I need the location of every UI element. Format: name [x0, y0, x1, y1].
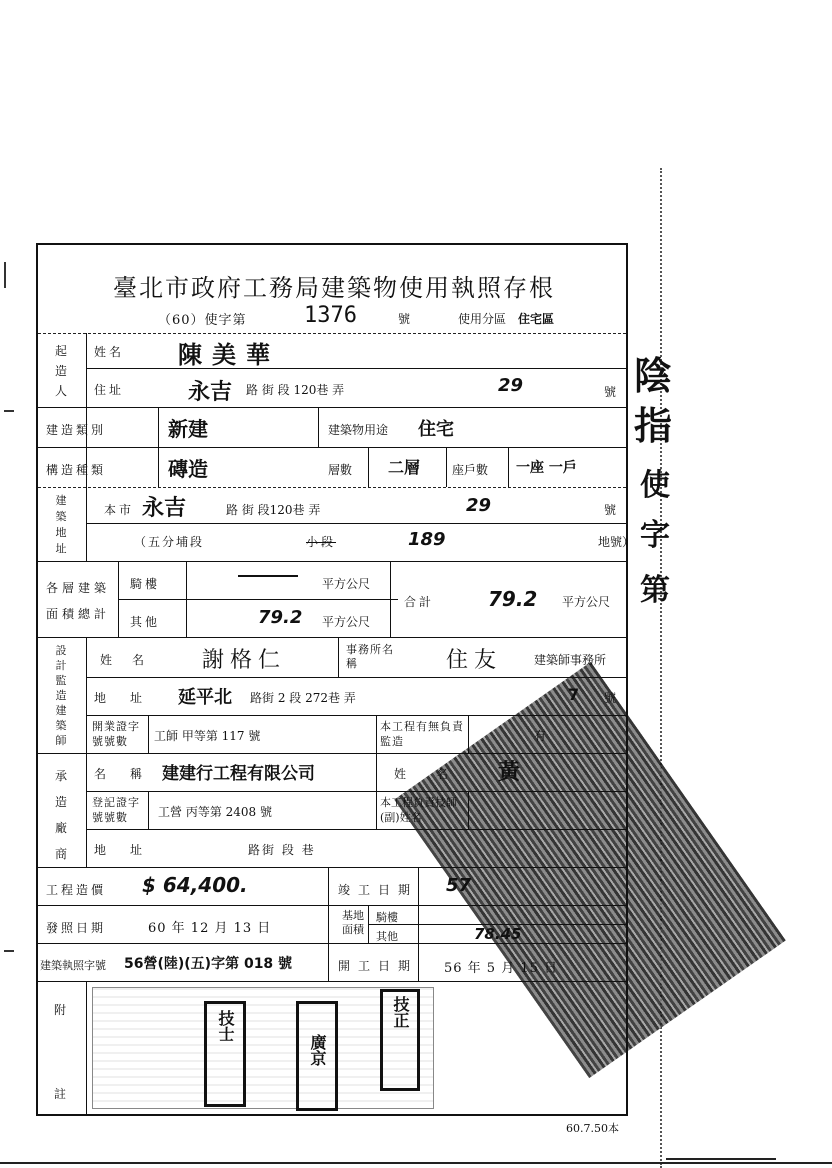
- site-road-value: 永吉: [142, 496, 187, 521]
- floors-label: 層數: [328, 463, 353, 477]
- area-other-unit: 平方公尺: [322, 615, 371, 629]
- site-number: 29: [466, 495, 492, 516]
- site-section-label: 建築地址: [55, 494, 67, 555]
- permit-form: [36, 243, 635, 1116]
- builder-name-label: 姓名: [94, 345, 125, 359]
- households-label: 座戶數: [452, 463, 489, 477]
- builder-address-number: 29: [498, 375, 524, 396]
- contractor-address-label: 地址: [94, 843, 167, 857]
- architect-name-value: 謝格仁: [202, 648, 287, 673]
- col-line: [158, 407, 159, 487]
- site-lot-value: 189: [408, 529, 446, 550]
- area-other-value: 79.2: [258, 607, 303, 628]
- architect-license-value: 工師 甲等第 117 號: [154, 729, 261, 743]
- col-line: [368, 905, 369, 943]
- architect-responsible-label: 本工程有無負責監造: [380, 720, 464, 748]
- site-subsection: 小段: [306, 535, 337, 549]
- chief-engineer-stamp: [380, 989, 420, 1091]
- prev-permit-value: 56營(陸)(五)字第 018 號: [124, 956, 293, 972]
- scan-mark: [4, 410, 14, 412]
- contractor-tech-label: 本工程負責技師(副)姓名: [380, 796, 457, 824]
- contractor-section-label: 承造廠商: [54, 769, 67, 861]
- architect-address-label: 地址: [94, 691, 167, 705]
- architect-address-number: 7: [568, 685, 580, 704]
- permit-number: 1376: [304, 303, 357, 328]
- col-line: [328, 867, 329, 981]
- side-char: 陰: [634, 354, 673, 398]
- site-lot-label: 地號）: [598, 535, 635, 549]
- area-total-label: 合計: [404, 595, 435, 609]
- contractor-reg-value: 工營 丙等第 2408 號: [158, 805, 272, 819]
- scan-mark: [4, 262, 14, 288]
- start-value: 56 年 5 月 15 日: [444, 961, 559, 976]
- col-line: [148, 715, 149, 753]
- col-line: [86, 637, 87, 867]
- area-total-value: 79.2: [488, 587, 538, 611]
- col-line: [318, 407, 319, 447]
- col-line: [118, 561, 119, 637]
- site-district: （五分埔段: [134, 535, 205, 549]
- builder-name-value: 陳美華: [178, 341, 280, 369]
- side-char: 字: [640, 518, 670, 553]
- stamp-text: 技正: [391, 996, 410, 1028]
- area-total-unit: 平方公尺: [562, 595, 611, 609]
- use-label: 建築物用途: [328, 423, 389, 437]
- contractor-address-units: 路街 段 巷: [248, 843, 316, 857]
- architect-name-label: 姓名: [100, 653, 165, 667]
- structure-label: 構造種類: [46, 463, 107, 477]
- site-city-label: 本市: [104, 503, 135, 517]
- architect-office-label: 事務所名稱: [346, 643, 394, 670]
- technician-stamp: [204, 1001, 246, 1107]
- households-value: 一座 一戶: [516, 460, 577, 476]
- row-line: [38, 867, 626, 868]
- builder-address-label: 住址: [94, 383, 125, 397]
- col-line: [368, 447, 369, 487]
- permit-prefix: （60）使字第: [158, 313, 247, 328]
- structure-value: 磚造: [168, 457, 208, 481]
- category-value: 新建: [168, 417, 208, 441]
- architect-address-value: 延平北: [178, 687, 232, 708]
- col-line: [446, 447, 447, 487]
- row-line: [86, 829, 626, 830]
- completion-value: 57: [446, 875, 472, 896]
- row-line: [38, 905, 626, 906]
- contractor-person-value: 黃: [498, 760, 521, 785]
- start-label: 開工日期: [338, 959, 419, 973]
- stamp-text: 技士: [216, 1010, 235, 1042]
- builder-address-units: 路 街 段 120巷 弄: [246, 383, 345, 397]
- issue-label: 發照日期: [46, 921, 107, 935]
- contractor-name-value: 建建行工程有限公司: [162, 764, 315, 784]
- contractor-person-label: 姓名: [394, 767, 479, 781]
- architect-office-value: 住友: [446, 648, 503, 673]
- category-label: 建造類別: [46, 423, 107, 437]
- row-line: [38, 753, 626, 754]
- base-other: 其他: [376, 930, 398, 943]
- cost-value: $ 64,400.: [142, 873, 248, 897]
- architect-license-label: 開業證字號號數: [92, 720, 140, 748]
- contractor-name-label: 名稱: [94, 767, 167, 781]
- architect-responsible-value: 有: [534, 729, 550, 743]
- col-line: [508, 447, 509, 487]
- row-line: [86, 715, 626, 716]
- site-hao: 號: [604, 503, 620, 517]
- row-line: [38, 487, 626, 488]
- row-line: [118, 599, 398, 600]
- completion-label: 竣工日期: [338, 883, 419, 897]
- zone-label: 使用分區: [458, 312, 507, 326]
- col-line: [86, 487, 87, 561]
- row-line: [86, 677, 626, 678]
- area-section-label: 各層建築面積總計: [46, 581, 111, 621]
- scan-bottom-line-right: [666, 1158, 776, 1160]
- builder-address-hao: 號: [604, 385, 620, 399]
- col-line: [376, 715, 377, 753]
- area-arcade-unit: 平方公尺: [322, 577, 371, 591]
- col-line: [86, 981, 87, 1116]
- floors-value: 二層: [388, 458, 421, 477]
- row-line: [38, 561, 626, 562]
- side-char: 使: [640, 468, 670, 503]
- col-line: [468, 791, 469, 829]
- row-line: [38, 407, 626, 408]
- architect-address-rest: 路街 2 段 272巷 弄: [250, 691, 356, 705]
- row-line: [38, 637, 626, 638]
- area-arcade-label: 騎樓: [130, 577, 161, 591]
- cost-label: 工程造價: [46, 883, 107, 897]
- row-line: [86, 368, 626, 369]
- col-line: [418, 867, 419, 981]
- col-line: [186, 561, 187, 637]
- form-title: 臺北市政府工務局建築物使用執照存根: [113, 274, 555, 302]
- side-char: 指: [634, 404, 673, 448]
- builder-address-road: 永吉: [188, 380, 233, 405]
- issue-value: 60 年 12 月 13 日: [148, 921, 272, 936]
- contractor-reg-label: 登記證字號號數: [92, 796, 140, 824]
- permit-suffix: 號: [398, 312, 414, 326]
- row-line: [86, 523, 626, 524]
- architect-office-suffix: 建築師事務所: [534, 653, 607, 667]
- row-line: [86, 791, 626, 792]
- stamp-text: 廣京: [308, 1034, 327, 1066]
- row-line: [38, 943, 626, 944]
- base-other-value: 78.45: [474, 925, 522, 943]
- base-arcade: 騎樓: [376, 911, 398, 924]
- col-line: [338, 637, 339, 677]
- col-line: [376, 753, 377, 829]
- side-char: 第: [640, 573, 670, 608]
- col-line: [148, 791, 149, 829]
- scan-bottom-line: [0, 1162, 832, 1164]
- area-other-label: 其他: [130, 615, 161, 629]
- base-label: 基地面積: [342, 909, 364, 936]
- notes-label-top: 附: [54, 1003, 70, 1017]
- use-value: 住宅: [418, 419, 454, 440]
- notes-label-bottom: 註: [54, 1087, 70, 1101]
- scan-mark: [4, 950, 14, 952]
- site-road-units: 路 街 段120巷 弄: [226, 503, 321, 517]
- row-line: [38, 981, 626, 982]
- print-code: 60.7.50本: [566, 1122, 619, 1135]
- row-line: [38, 333, 626, 334]
- prev-permit-label: 建築執照字號: [40, 959, 106, 972]
- architect-section-label: 設計監造建築師: [55, 644, 67, 747]
- builder-section-label: 起造人: [54, 344, 67, 398]
- col-line: [468, 715, 469, 753]
- area-arcade-dash: [238, 575, 298, 577]
- row-line: [38, 447, 626, 448]
- zone-value: 住宅區: [518, 312, 555, 326]
- inspector-stamp: [296, 1001, 338, 1111]
- col-line: [390, 561, 391, 637]
- architect-address-hao: 號: [604, 691, 620, 705]
